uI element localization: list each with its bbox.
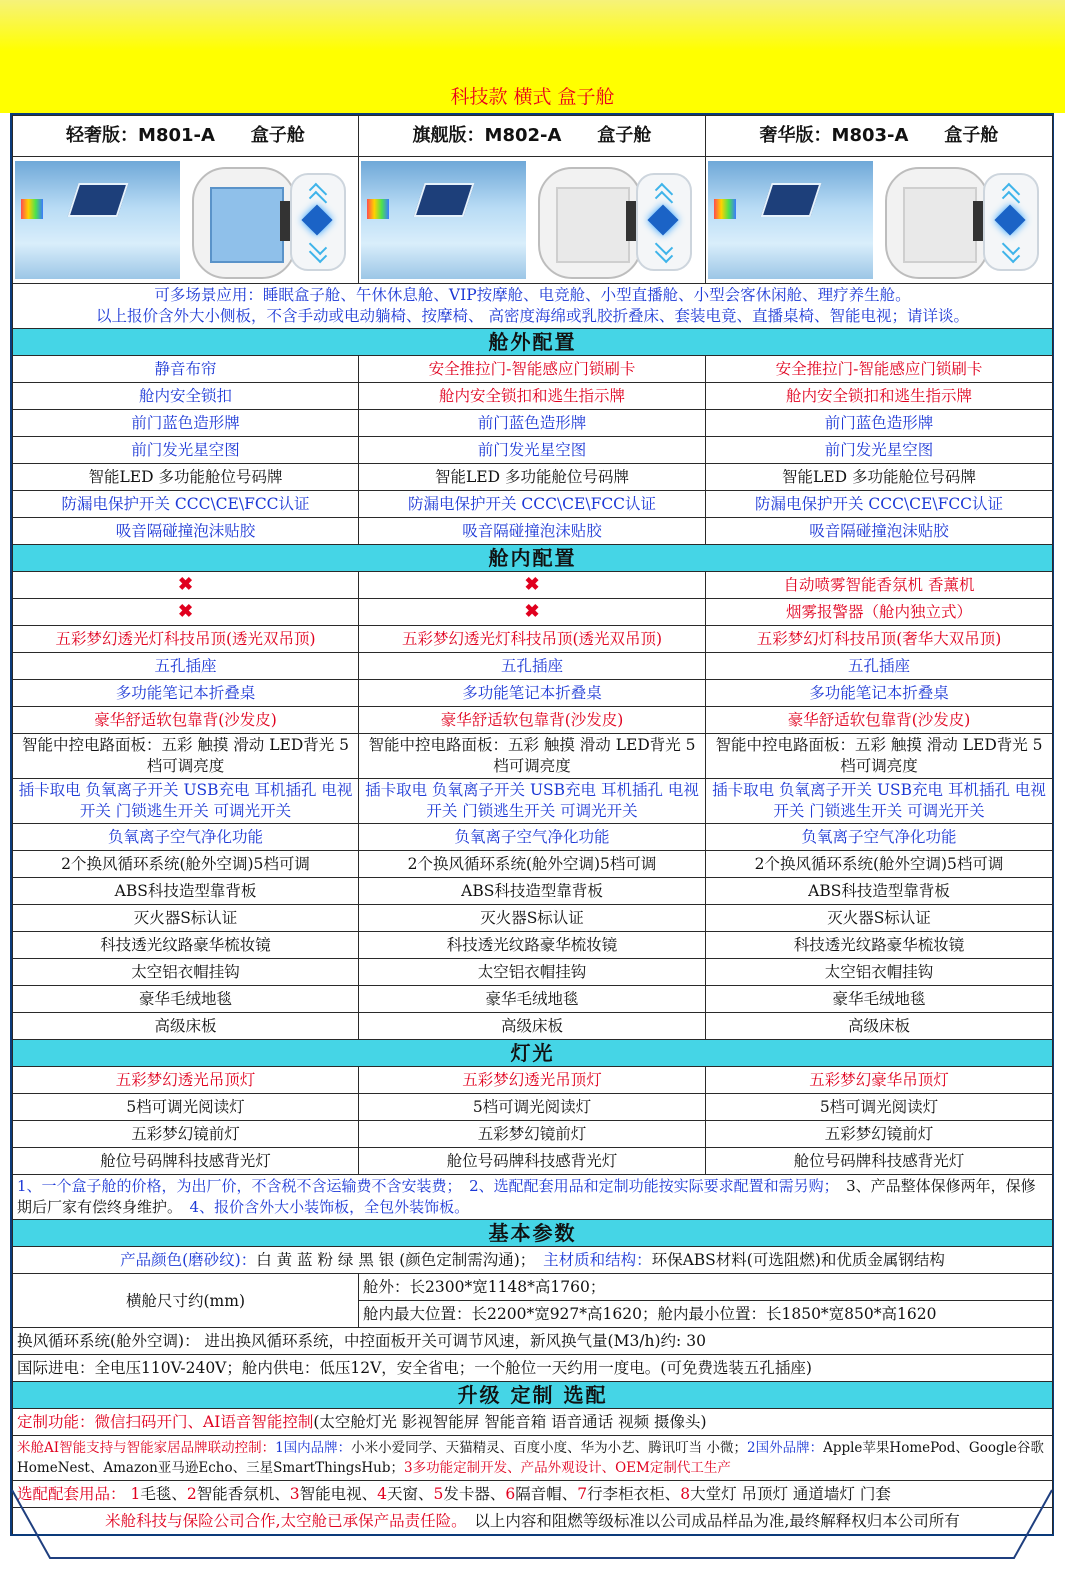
option-number: 1 (130, 1485, 141, 1503)
ai-brand-label: 2国外品牌： (746, 1440, 824, 1456)
table-row (13, 572, 1053, 599)
spec-cell: 吸音隔碰撞泡沫贴胶 (706, 518, 1053, 545)
spec-cell: 灭火器S标认证 (359, 905, 706, 932)
spec-cell: 吸音隔碰撞泡沫贴胶 (359, 518, 706, 545)
interior-photo (361, 161, 526, 279)
spec-cell: 负氧离子空气净化功能 (706, 824, 1053, 851)
spec-cell: 科技透光纹路豪华梳妆镜 (13, 932, 359, 959)
table-row (13, 356, 1053, 383)
color-row (13, 1247, 1053, 1274)
spec-cell: 五孔插座 (13, 653, 359, 680)
model-name: 旗舰版：M802-A 盒子舱 (359, 116, 706, 157)
capsule-photo (530, 161, 695, 279)
option-number: 2 (186, 1485, 197, 1503)
spec-cell: 五彩梦幻镜前灯 (359, 1121, 706, 1148)
spec-cell: 智能中控电路面板：五彩 触摸 滑动 LED背光 5档可调亮度 (359, 734, 706, 779)
model-header-row (13, 116, 1053, 157)
spec-cell: 5档可调光阅读灯 (706, 1094, 1053, 1121)
interior-rows (13, 572, 1053, 1040)
notes-row (13, 1175, 1053, 1220)
custom-label: 定制功能：微信扫码开门、AI语音智能控制 (17, 1413, 314, 1431)
spec-cell: 舱位号码牌科技感背光灯 (13, 1148, 359, 1175)
option-number: 4 (377, 1485, 387, 1503)
option-item: 智能香氛机、 (196, 1485, 290, 1503)
spec-cell: 五孔插座 (359, 653, 706, 680)
param-value: 白 黄 蓝 粉 绿 黑 银 (颜色定制需沟通)； (256, 1251, 528, 1269)
spec-cell: 豪华毛绒地毯 (706, 986, 1053, 1013)
section-header: 升级 定制 选配 (13, 1382, 1053, 1409)
table-row (13, 1148, 1053, 1175)
spec-cell: 安全推拉门-智能感应门锁刷卡 (706, 356, 1053, 383)
spec-cell: 防漏电保护开关 CCC\CE\FCC认证 (13, 491, 359, 518)
model-name: 轻奢版：M801-A 盒子舱 (13, 116, 359, 157)
table-row (13, 518, 1053, 545)
spec-cell: 静音布帘 (13, 356, 359, 383)
option-number: 5 (433, 1485, 444, 1503)
option-number: 8 (680, 1485, 691, 1503)
table-row (13, 986, 1053, 1013)
spec-cell: ✖ (359, 599, 706, 626)
table-row (13, 464, 1053, 491)
table-row (13, 437, 1053, 464)
param-value: 环保ABS材料(可选阻燃)和优质金属钢结构 (651, 1251, 945, 1269)
power-row (13, 1355, 1053, 1382)
param-value: 国际进电：全电压110V-240V；舱内供电：低压12V，安全省电；一个舱位一天约用一度电。(可免费选装五孔插座) (13, 1355, 1053, 1382)
spec-sheet (10, 113, 1054, 1536)
ai-row (13, 1436, 1053, 1481)
spec-cell: 科技透光纹路豪华梳妆镜 (706, 932, 1053, 959)
capsule-photo (184, 161, 349, 279)
custom-row (13, 1409, 1053, 1436)
spec-cell: 太空铝衣帽挂钩 (13, 959, 359, 986)
param-value: 换风循环系统(舱外空调)： 进出换风循环系统，中控面板开关可调节风速，新风换气量(M3/h)约: 30 (13, 1328, 1053, 1355)
ai-brand-value: 小米小爱同学、天猫精灵、百度小度、华为小艺、腾讯叮当 小微； (351, 1440, 747, 1456)
section-header: 基本参数 (13, 1220, 1053, 1247)
spec-cell: ✖ (359, 572, 706, 599)
spec-cell: 太空铝衣帽挂钩 (359, 959, 706, 986)
spec-cell: 豪华舒适软包靠背(沙发皮) (13, 707, 359, 734)
spec-cell: 前门蓝色造形牌 (706, 410, 1053, 437)
param-value: 舱内最大位置：长2200*宽927*高1620；舱内最小位置：长1850*宽850*高1620 (359, 1301, 1053, 1328)
spec-cell: 高级床板 (359, 1013, 706, 1040)
spec-cell: 智能LED 多功能舱位号码牌 (13, 464, 359, 491)
option-item: 行李柜衣柜、 (587, 1485, 681, 1503)
table-row (13, 383, 1053, 410)
table-row (13, 932, 1053, 959)
table-row (13, 779, 1053, 824)
spec-cell: 5档可调光阅读灯 (359, 1094, 706, 1121)
table-row (13, 1067, 1053, 1094)
option-item: 发卡器、 (443, 1485, 506, 1503)
spec-cell: 五孔插座 (706, 653, 1053, 680)
product-images (706, 157, 1053, 284)
spec-cell: 智能LED 多功能舱位号码牌 (359, 464, 706, 491)
table-row (13, 707, 1053, 734)
note: 2、选配配套用品和定制功能按实际要求配置和需另购； (469, 1177, 832, 1195)
spec-cell: ABS科技造型靠背板 (13, 878, 359, 905)
spec-cell: 2个换风循环系统(舱外空调)5档可调 (706, 851, 1053, 878)
option-item: 隔音帽、 (515, 1485, 578, 1503)
spec-cell: 舱内安全锁扣 (13, 383, 359, 410)
table-row (13, 851, 1053, 878)
spec-cell: 多功能笔记本折叠桌 (706, 680, 1053, 707)
spec-cell: ✖ (13, 599, 359, 626)
spec-cell: 多功能笔记本折叠桌 (13, 680, 359, 707)
note: 4、报价含外大小装饰板，全包外装饰板。 (189, 1198, 470, 1216)
spec-cell: 吸音隔碰撞泡沫贴胶 (13, 518, 359, 545)
product-images (13, 157, 359, 284)
spec-cell: 2个换风循环系统(舱外空调)5档可调 (359, 851, 706, 878)
exterior-rows (13, 356, 1053, 545)
size-row (13, 1274, 1053, 1301)
table-row (13, 626, 1053, 653)
spec-cell: 前门发光星空图 (13, 437, 359, 464)
footer-disclaimer: 以上内容和阻燃等级标准以公司成品样品为准,最终解释权归本公司所有 (474, 1512, 960, 1530)
param-label: 产品颜色(磨砂纹)： (120, 1251, 257, 1269)
table-row (13, 878, 1053, 905)
option-item: 大堂灯 吊顶灯 通道墙灯 门套 (690, 1485, 891, 1503)
note: 3、产品整体保修两年，保修期后厂家有偿终身维护。 (17, 1177, 1036, 1216)
table-row (13, 1121, 1053, 1148)
ai-custom: 3多功能定制开发、产品外观设计、OEM定制代工生产 (403, 1460, 731, 1476)
spec-cell: 豪华舒适软包靠背(沙发皮) (359, 707, 706, 734)
spec-cell: 高级床板 (13, 1013, 359, 1040)
spec-cell: 插卡取电 负氧离子开关 USB充电 耳机插孔 电视开关 门锁逃生开关 可调光开关 (359, 779, 706, 824)
intro-row (13, 284, 1053, 329)
table-row (13, 905, 1053, 932)
spec-cell: 五彩梦幻豪华吊顶灯 (706, 1067, 1053, 1094)
section-header: 舱外配置 (13, 329, 1053, 356)
section-header: 灯光 (13, 1040, 1053, 1067)
spec-cell: 舱内安全锁扣和逃生指示牌 (359, 383, 706, 410)
option-item: 智能电视、 (299, 1485, 378, 1503)
spec-cell: 前门蓝色造形牌 (359, 410, 706, 437)
page-title: 科技款 横式 盒子舱 (450, 86, 615, 108)
spec-cell: 舱位号码牌科技感背光灯 (359, 1148, 706, 1175)
model-name: 奢华版：M803-A 盒子舱 (706, 116, 1053, 157)
table-row (13, 410, 1053, 437)
spec-cell: 负氧离子空气净化功能 (359, 824, 706, 851)
table-row (13, 1094, 1053, 1121)
table-row (13, 734, 1053, 779)
options-label: 选配配套用品： (17, 1485, 126, 1503)
spec-cell: 五彩梦幻透光吊顶灯 (359, 1067, 706, 1094)
spec-cell: 舱内安全锁扣和逃生指示牌 (706, 383, 1053, 410)
spec-cell: 智能中控电路面板：五彩 触摸 滑动 LED背光 5档可调亮度 (13, 734, 359, 779)
vent-row (13, 1328, 1053, 1355)
spec-cell: 高级床板 (706, 1013, 1053, 1040)
ai-label: 米舱AI智能支持与智能家居品牌联动控制： (17, 1440, 276, 1456)
spec-cell: ✖ (13, 572, 359, 599)
spec-cell: 五彩梦幻透光灯科技吊顶(透光双吊顶) (13, 626, 359, 653)
spec-cell: 前门发光星空图 (359, 437, 706, 464)
spec-cell: 五彩梦幻透光吊顶灯 (13, 1067, 359, 1094)
table-row (13, 491, 1053, 518)
spec-cell: 豪华毛绒地毯 (359, 986, 706, 1013)
spec-cell: 智能LED 多功能舱位号码牌 (706, 464, 1053, 491)
table-row (13, 1013, 1053, 1040)
footer-insurance: 米舱科技与保险公司合作,太空舱已承保产品责任险。 (105, 1512, 459, 1530)
table-row (13, 959, 1053, 986)
ai-brand-value: Apple苹果HomePod、Google谷歌HomeNest、Amazon亚马逊Echo、三星SmartThingsHub； (17, 1440, 1044, 1476)
capsule-photo (877, 161, 1042, 279)
spec-cell: 安全推拉门-智能感应门锁刷卡 (359, 356, 706, 383)
option-number: 7 (577, 1485, 588, 1503)
param-label: 主材质和结构： (543, 1251, 652, 1269)
option-number: 3 (289, 1485, 300, 1503)
spec-cell: 多功能笔记本折叠桌 (359, 680, 706, 707)
intro-line: 可多场景应用：睡眠盒子舱、午休休息舱、VIP按摩舱、电竞舱、小型直播舱、小型会客休闲舱、理疗养生舱。 (154, 286, 911, 304)
table-row (13, 680, 1053, 707)
note: 1、一个盒子舱的价格，为出厂价，不含税不含运输费不含安装费； (17, 1177, 455, 1195)
table-row (13, 653, 1053, 680)
spec-cell: 防漏电保护开关 CCC\CE\FCC认证 (359, 491, 706, 518)
spec-cell: 2个换风循环系统(舱外空调)5档可调 (13, 851, 359, 878)
param-label: 横舱尺寸约(mm) (13, 1274, 359, 1328)
spec-cell: 舱位号码牌科技感背光灯 (706, 1148, 1053, 1175)
spec-cell: 豪华舒适软包靠背(沙发皮) (706, 707, 1053, 734)
table-row (13, 824, 1053, 851)
spec-cell: 灭火器S标认证 (706, 905, 1053, 932)
intro-line: 以上报价含外大小侧板，不含手动或电动躺椅、按摩椅、 高密度海绵或乳胶折叠床、套装电竟、直播桌椅、智能电视；请详谈。 (96, 307, 969, 325)
spec-cell: 前门蓝色造形牌 (13, 410, 359, 437)
spec-table (12, 115, 1053, 1534)
spec-cell: ABS科技造型靠背板 (706, 878, 1053, 905)
spec-cell: 太空铝衣帽挂钩 (706, 959, 1053, 986)
spec-cell: 自动喷雾智能香氛机 香薰机 (706, 572, 1053, 599)
custom-value: (太空舱灯光 影视智能屏 智能音箱 语音通话 视频 摄像头) (313, 1413, 707, 1431)
option-item: 天窗、 (387, 1485, 434, 1503)
spec-cell: 五彩梦幻透光灯科技吊顶(透光双吊顶) (359, 626, 706, 653)
spec-cell: 智能中控电路面板：五彩 触摸 滑动 LED背光 5档可调亮度 (706, 734, 1053, 779)
spec-cell: 五彩梦幻灯科技吊顶(奢华大双吊顶) (706, 626, 1053, 653)
ai-brand-label: 1国内品牌： (275, 1440, 352, 1456)
spec-cell: 前门发光星空图 (706, 437, 1053, 464)
spec-cell: 科技透光纹路豪华梳妆镜 (359, 932, 706, 959)
product-images (359, 157, 706, 284)
lighting-rows (13, 1067, 1053, 1175)
spec-cell: 插卡取电 负氧离子开关 USB充电 耳机插孔 电视开关 门锁逃生开关 可调光开关 (706, 779, 1053, 824)
spec-cell: 烟雾报警器（舱内独立式） (706, 599, 1053, 626)
product-image-row (13, 157, 1053, 284)
spec-cell: 豪华毛绒地毯 (13, 986, 359, 1013)
param-value: 舱外：长2300*宽1148*高1760； (359, 1274, 1053, 1301)
option-item: 毛毯、 (140, 1485, 187, 1503)
spec-cell: 5档可调光阅读灯 (13, 1094, 359, 1121)
interior-photo (15, 161, 180, 279)
spec-cell: 防漏电保护开关 CCC\CE\FCC认证 (706, 491, 1053, 518)
spec-cell: 负氧离子空气净化功能 (13, 824, 359, 851)
spec-cell: 灭火器S标认证 (13, 905, 359, 932)
bottom-flourish (10, 1488, 1054, 1568)
spec-cell: 插卡取电 负氧离子开关 USB充电 耳机插孔 电视开关 门锁逃生开关 可调光开关 (13, 779, 359, 824)
spec-cell: ABS科技造型靠背板 (359, 878, 706, 905)
spec-cell: 五彩梦幻镜前灯 (706, 1121, 1053, 1148)
interior-photo (708, 161, 873, 279)
spec-cell: 五彩梦幻镜前灯 (13, 1121, 359, 1148)
table-row (13, 599, 1053, 626)
section-header: 舱内配置 (13, 545, 1053, 572)
option-number: 6 (505, 1485, 516, 1503)
